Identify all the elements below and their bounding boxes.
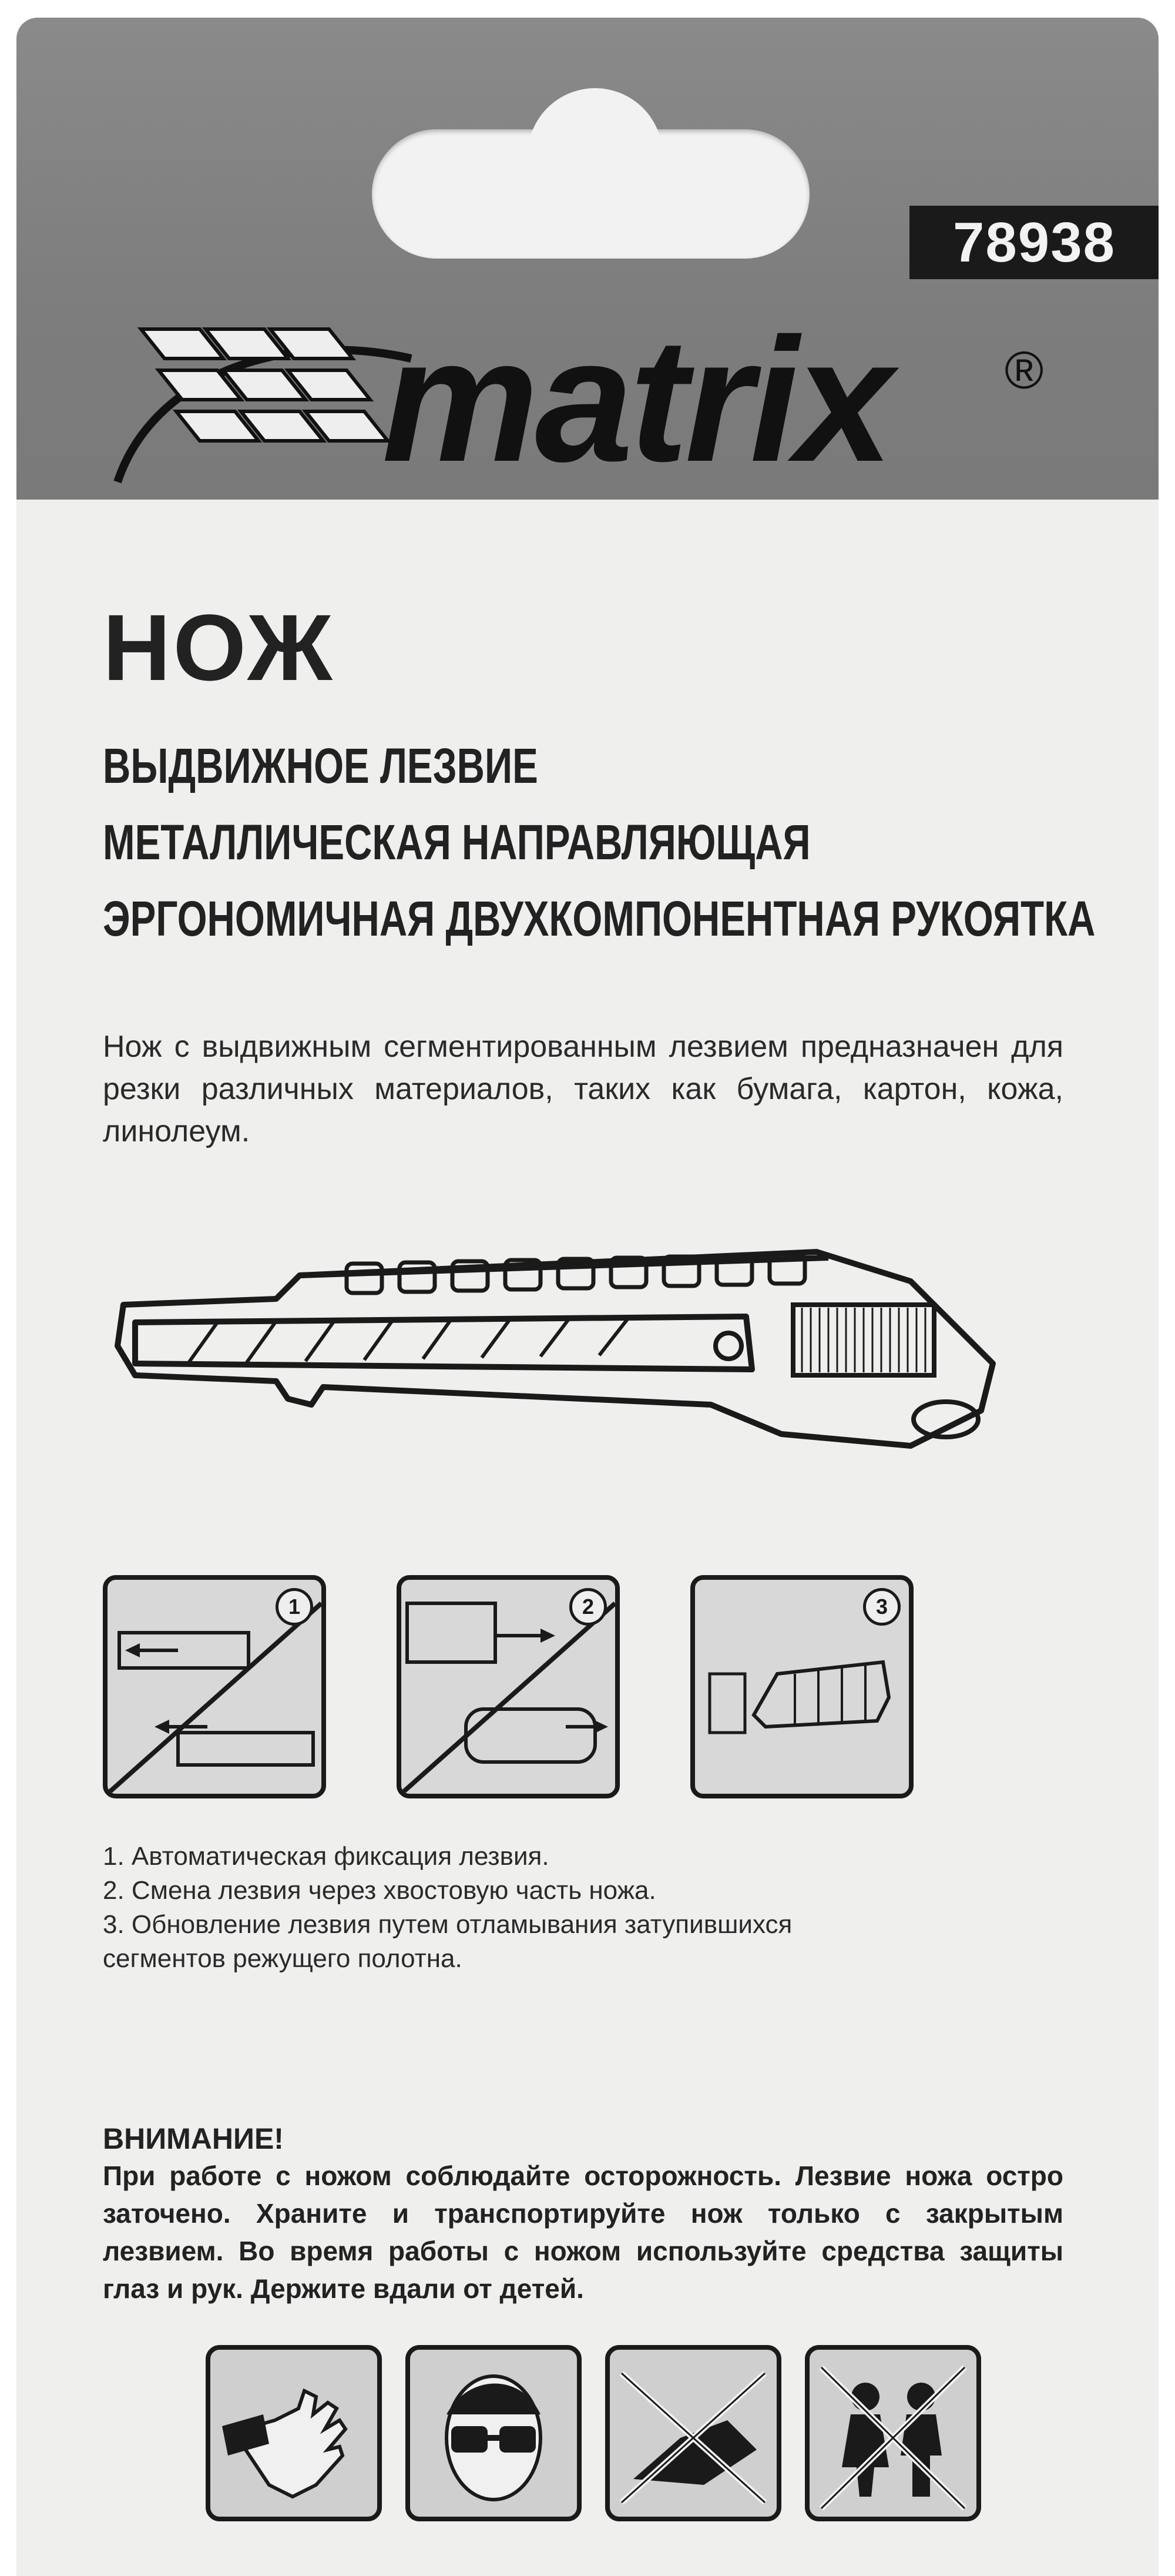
gloves-icon bbox=[206, 2345, 382, 2521]
keep-away-from-children-icon bbox=[805, 2345, 981, 2521]
step-3-pictogram bbox=[690, 1575, 914, 1798]
article-number: 78938 bbox=[909, 206, 1159, 279]
warning-text: При работе с ножом соблюдайте осторожность. Лезвие ножа остро заточено. Храните и транспортируйте нож только с закрытым лезвием. Во время работы с ножом используйте средства защиты глаз и рук. Держите вдали от детей. bbox=[103, 2160, 1063, 2304]
product-title: НОЖ bbox=[103, 595, 335, 700]
hang-notch bbox=[528, 88, 663, 159]
step-2-pictogram bbox=[397, 1575, 620, 1798]
product-description: Нож с выдвижным сегментированным лезвием предназначен для резки различных материалов, таких как бумага, картон, кожа, линолеум. bbox=[103, 1030, 1063, 1148]
brand-name: matrix bbox=[382, 301, 890, 498]
instruction-3: 3. Обновление лезвия путем отламывания затупившихся bbox=[103, 1910, 793, 1939]
usage-steps bbox=[103, 1575, 972, 1798]
step-number: 2 bbox=[569, 1588, 607, 1626]
goggles-icon bbox=[405, 2345, 582, 2521]
step-number: 1 bbox=[276, 1588, 313, 1626]
feature-3: ЭРГОНОМИЧНАЯ ДВУХКОМПОНЕНТНАЯ РУКОЯТКА bbox=[103, 891, 1096, 946]
safety-icons bbox=[191, 2345, 1013, 2545]
instructions-list bbox=[103, 1840, 1102, 1976]
step-1-pictogram bbox=[103, 1575, 326, 1798]
warning-title: ВНИМАНИЕ! bbox=[103, 2122, 284, 2155]
instruction-2: 2. Смена лезвия через хвостовую часть ножа. bbox=[103, 1876, 656, 1905]
instruction-1: 1. Автоматическая фиксация лезвия. bbox=[103, 1842, 549, 1871]
feature-1: ВЫДВИЖНОЕ ЛЕЗВИЕ bbox=[103, 738, 538, 793]
instruction-3-cont: сегментов режущего полотна. bbox=[103, 1944, 462, 1973]
feature-2: МЕТАЛЛИЧЕСКАЯ НАПРАВЛЯЮЩАЯ bbox=[103, 815, 811, 870]
no-cutting-toward-body-icon bbox=[605, 2345, 781, 2521]
brand-logo bbox=[106, 301, 1046, 500]
registered-mark: ® bbox=[1005, 341, 1044, 400]
step-number: 3 bbox=[863, 1588, 901, 1626]
knife-illustration bbox=[100, 1211, 1040, 1493]
